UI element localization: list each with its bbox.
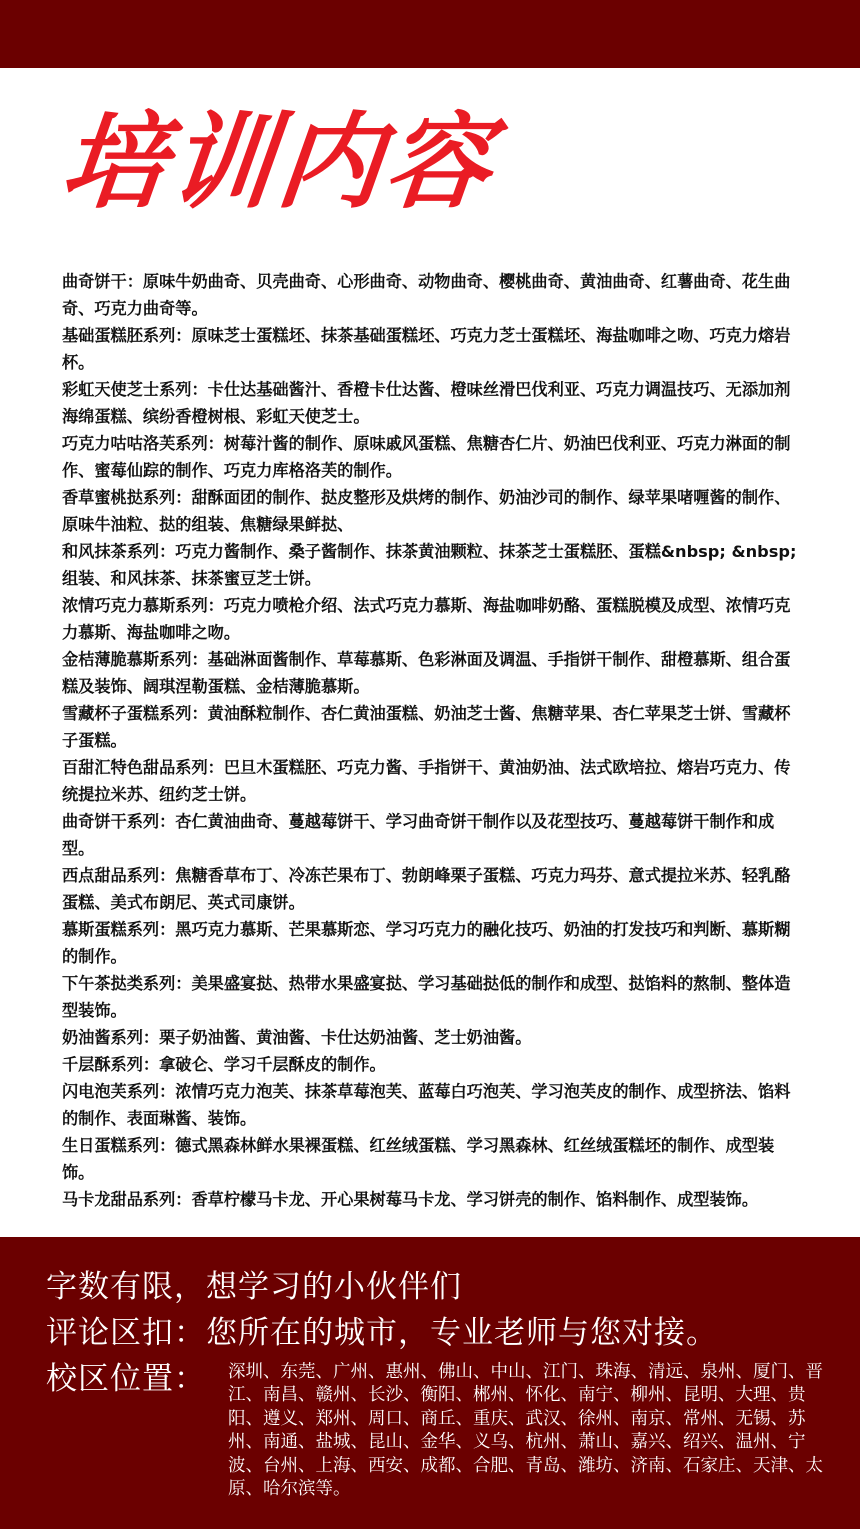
course-paragraph: 西点甜品系列：焦糖香草布丁、冷冻芒果布丁、勃朗峰栗子蛋糕、巧克力玛芬、意式提拉米苏、轻乳酪蛋糕、美式布朗尼、英式司康饼。 [62,866,791,912]
course-paragraph: 香草蜜桃挞系列：甜酥面团的制作、挞皮整形及烘烤的制作、奶油沙司的制作、绿苹果啫喱酱的制作、原味牛油粒、挞的组装、焦糖绿果鲜挞、 [62,488,791,534]
course-content [62,268,802,1213]
course-paragraph: 慕斯蛋糕系列：黑巧克力慕斯、芒果慕斯恋、学习巧克力的融化技巧、奶油的打发技巧和判断、慕斯糊的制作。 [62,920,791,966]
course-paragraph: 金桔薄脆慕斯系列：基础淋面酱制作、草莓慕斯、色彩淋面及调温、手指饼干制作、甜橙慕斯、组合蛋糕及装饰、阔琪涅勒蛋糕、金桔薄脆慕斯。 [62,650,791,696]
footer-panel [0,1237,860,1529]
course-paragraph: 浓情巧克力慕斯系列：巧克力喷枪介绍、法式巧克力慕斯、海盐咖啡奶酪、蛋糕脱模及成型、浓情巧克力慕斯、海盐咖啡之吻。 [62,596,791,642]
top-banner [0,0,860,68]
course-paragraph: 曲奇饼干：原味牛奶曲奇、贝壳曲奇、心形曲奇、动物曲奇、樱桃曲奇、黄油曲奇、红薯曲奇、花生曲奇、巧克力曲奇等。 [62,272,791,318]
course-paragraph: 雪藏杯子蛋糕系列：黄油酥粒制作、杏仁黄油蛋糕、奶油芝士酱、焦糖苹果、杏仁苹果芝士饼、雪藏杯子蛋糕。 [62,704,791,750]
page-title: 培训内容 [55,101,501,223]
course-paragraph: 千层酥系列：拿破仑、学习千层酥皮的制作。 [62,1055,386,1074]
course-paragraph: 百甜汇特色甜品系列：巴旦木蛋糕胚、巧克力酱、手指饼干、黄油奶油、法式欧培拉、熔岩巧克力、传统提拉米苏、纽约芝士饼。 [62,758,791,804]
course-paragraph: 奶油酱系列：栗子奶油酱、黄油酱、卡仕达奶油酱、芝士奶油酱。 [62,1028,532,1047]
promo-line-1: 字数有限，想学习的小伙伴们 [46,1269,462,1305]
course-paragraph: 巧克力咕咕洛芙系列：树莓汁酱的制作、原味戚风蛋糕、焦糖杏仁片、奶油巴伐利亚、巧克力淋面的制作、蜜莓仙踪的制作、巧克力库格洛芙的制作。 [62,434,791,480]
campus-label: 校区位置： [46,1361,206,1397]
course-paragraph: 和风抹茶系列：巧克力酱制作、桑子酱制作、抹茶黄油颗粒、抹茶芝士蛋糕胚、蛋糕&nbsp; &nbsp;组装、和风抹茶、抹茶蜜豆芝士饼。 [62,542,797,588]
course-paragraph: 生日蛋糕系列：德式黑森林鲜水果裸蛋糕、红丝绒蛋糕、学习黑森林、红丝绒蛋糕坯的制作、成型装饰。 [62,1136,775,1182]
course-paragraph: 曲奇饼干系列：杏仁黄油曲奇、蔓越莓饼干、学习曲奇饼干制作以及花型技巧、蔓越莓饼干制作和成型。 [62,812,775,858]
course-paragraph: 彩虹天使芝士系列：卡仕达基础酱汁、香橙卡仕达酱、橙味丝滑巴伐利亚、巧克力调温技巧、无添加剂海绵蛋糕、缤纷香橙树根、彩虹天使芝士。 [62,380,791,426]
promo-line-2: 评论区扣：您所在的城市，专业老师与您对接。 [46,1315,718,1351]
campus-list: 深圳、东莞、广州、惠州、佛山、中山、江门、珠海、清远、泉州、厦门、晋江、南昌、赣州、长沙、衡阳、郴州、怀化、南宁、柳州、昆明、大理、贵阳、遵义、郑州、周口、商丘、重庆、武汉、徐州、南京、常州、无锡、苏州、南通、盐城、昆山、金华、义乌、杭州、萧山、嘉兴、绍兴、温州、宁波、台州、上海、西安、成都、合肥、青岛、潍坊、济南、石家庄、天津、太原、哈尔滨等。 [228,1362,823,1500]
course-paragraph: 马卡龙甜品系列：香草柠檬马卡龙、开心果树莓马卡龙、学习饼壳的制作、馅料制作、成型装饰。 [62,1190,759,1209]
course-paragraph: 下午茶挞类系列：美果盛宴挞、热带水果盛宴挞、学习基础挞低的制作和成型、挞馅料的熬制、整体造型装饰。 [62,974,791,1020]
course-paragraph: 基础蛋糕胚系列：原味芝士蛋糕坯、抹茶基础蛋糕坯、巧克力芝士蛋糕坯、海盐咖啡之吻、巧克力熔岩杯。 [62,326,791,372]
course-paragraph: 闪电泡芙系列：浓情巧克力泡芙、抹茶草莓泡芙、蓝莓白巧泡芙、学习泡芙皮的制作、成型挤法、馅料的制作、表面琳酱、装饰。 [62,1082,791,1128]
